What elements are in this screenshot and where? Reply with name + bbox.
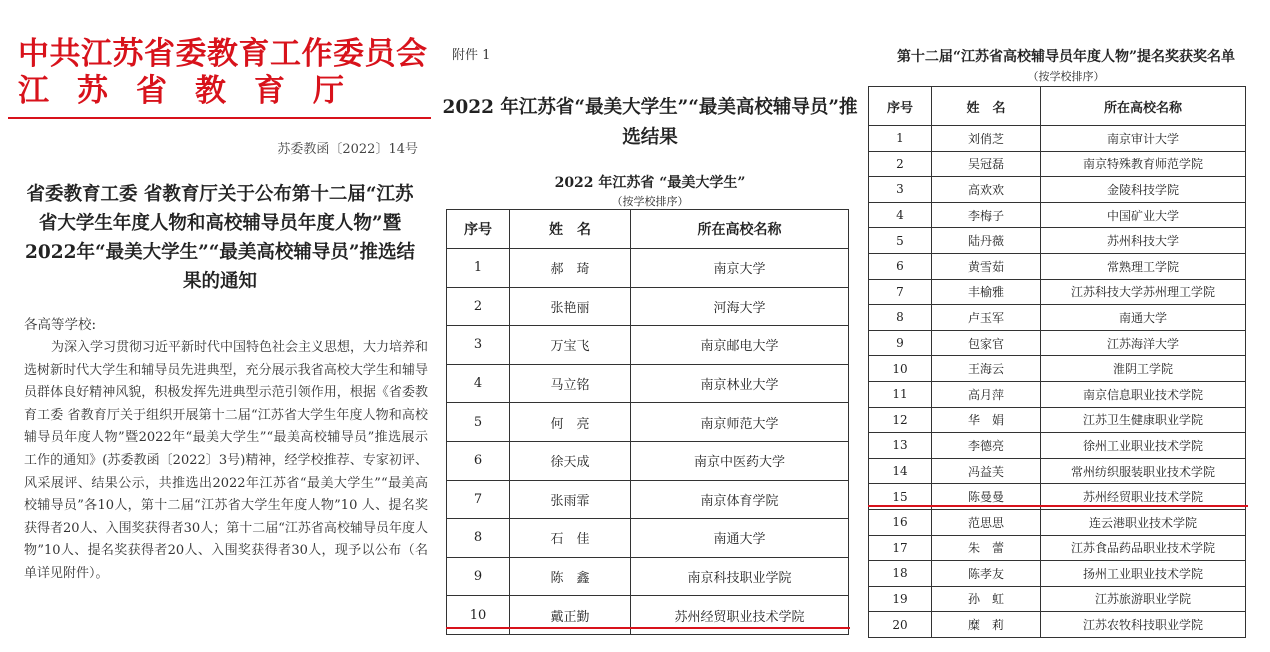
person-name: 陆丹薇 <box>932 228 1041 254</box>
column-header: 所在高校名称 <box>631 210 849 249</box>
table-row <box>869 381 1246 407</box>
table-row <box>869 330 1246 356</box>
column-header: 序号 <box>869 87 932 126</box>
person-name: 王海云 <box>932 356 1041 382</box>
row-number: 10 <box>447 596 510 635</box>
person-name: 石 佳 <box>510 519 631 558</box>
table-title: 2022 年江苏省 “最美大学生” <box>554 175 746 191</box>
attachment-page <box>440 0 860 652</box>
school-name: 中国矿业大学 <box>1041 202 1246 228</box>
row-number: 18 <box>869 561 932 587</box>
table-row <box>869 279 1246 305</box>
school-name: 南京中医药大学 <box>631 441 849 480</box>
table-row <box>447 519 849 558</box>
table-row <box>869 305 1246 331</box>
school-name: 南京林业大学 <box>631 364 849 403</box>
row-number: 7 <box>869 279 932 305</box>
red-header-divider <box>8 117 431 119</box>
row-number: 3 <box>869 177 932 203</box>
person-name: 范思思 <box>932 509 1041 535</box>
school-name: 淮阴工学院 <box>1041 356 1246 382</box>
school-name: 常熟理工学院 <box>1041 253 1246 279</box>
row-number: 16 <box>869 509 932 535</box>
person-name: 糜 莉 <box>932 612 1041 638</box>
person-name: 华 娟 <box>932 407 1041 433</box>
table-row <box>447 480 849 519</box>
document-number: 苏委教函〔2022〕14号 <box>277 142 418 157</box>
person-name: 陈曼曼 <box>932 484 1041 510</box>
school-name: 苏州经贸职业技术学院 <box>1041 484 1246 510</box>
row-number: 9 <box>869 330 932 356</box>
person-name: 黄雪茹 <box>932 253 1041 279</box>
school-name: 江苏旅游职业学院 <box>1041 586 1246 612</box>
school-name: 南京审计大学 <box>1041 126 1246 152</box>
school-name: 南京科技职业学院 <box>631 557 849 596</box>
table-title: 第十二届“江苏省高校辅导员年度人物”提名奖获奖名单 <box>896 49 1236 65</box>
red-underline-mark <box>868 505 1248 507</box>
person-name: 高欢欢 <box>932 177 1041 203</box>
school-name: 苏州科技大学 <box>1041 228 1246 254</box>
school-name: 常州纺织服装职业技术学院 <box>1041 458 1246 484</box>
person-name: 李梅子 <box>932 202 1041 228</box>
row-number: 2 <box>869 151 932 177</box>
person-name: 丰榆雅 <box>932 279 1041 305</box>
row-number: 17 <box>869 535 932 561</box>
table-row <box>447 364 849 403</box>
person-name: 张雨霏 <box>510 480 631 519</box>
person-name: 李德亮 <box>932 433 1041 459</box>
table-row <box>447 249 849 288</box>
person-name: 陈孝友 <box>932 561 1041 587</box>
person-name: 何 亮 <box>510 403 631 442</box>
table-row <box>869 561 1246 587</box>
table-row <box>869 228 1246 254</box>
person-name: 陈 鑫 <box>510 557 631 596</box>
red-underline-mark <box>446 627 850 629</box>
table-row <box>869 356 1246 382</box>
row-number: 12 <box>869 407 932 433</box>
school-name: 江苏科技大学苏州理工学院 <box>1041 279 1246 305</box>
table-row <box>869 126 1246 152</box>
issuer-title-line2: 江苏省教育厅 <box>18 73 372 109</box>
table-note: （按学校排序） <box>611 195 689 208</box>
row-number: 5 <box>869 228 932 254</box>
counselor-nominees-table <box>868 86 1246 638</box>
school-name: 江苏农牧科技职业学院 <box>1041 612 1246 638</box>
best-students-table <box>446 209 849 635</box>
attachment-label: 附件 1 <box>452 48 491 63</box>
row-number: 11 <box>869 381 932 407</box>
school-name: 江苏食品药品职业技术学院 <box>1041 535 1246 561</box>
table-row <box>869 202 1246 228</box>
table-row <box>869 433 1246 459</box>
table-header-row <box>869 87 1246 126</box>
row-number: 15 <box>869 484 932 510</box>
row-number: 4 <box>869 202 932 228</box>
notice-document-page <box>0 0 440 652</box>
school-name: 南通大学 <box>631 519 849 558</box>
row-number: 3 <box>447 326 510 365</box>
table-row <box>869 407 1246 433</box>
table-header-row <box>447 210 849 249</box>
school-name: 江苏海洋大学 <box>1041 330 1246 356</box>
person-name: 马立铭 <box>510 364 631 403</box>
column-header: 序号 <box>447 210 510 249</box>
column-header: 姓 名 <box>932 87 1041 126</box>
row-number: 6 <box>447 441 510 480</box>
row-number: 1 <box>447 249 510 288</box>
table-row <box>447 557 849 596</box>
person-name: 冯益芙 <box>932 458 1041 484</box>
person-name: 包家官 <box>932 330 1041 356</box>
person-name: 刘俏芝 <box>932 126 1041 152</box>
table-row <box>869 509 1246 535</box>
school-name: 南京邮电大学 <box>631 326 849 365</box>
person-name: 万宝飞 <box>510 326 631 365</box>
row-number: 8 <box>447 519 510 558</box>
table-row <box>447 441 849 480</box>
salutation: 各高等学校: <box>24 317 97 333</box>
school-name: 南京师范大学 <box>631 403 849 442</box>
table-row <box>447 403 849 442</box>
person-name: 戴正勤 <box>510 596 631 635</box>
school-name: 扬州工业职业技术学院 <box>1041 561 1246 587</box>
person-name: 朱 蕾 <box>932 535 1041 561</box>
notice-body: 为深入学习贯彻习近平新时代中国特色社会主义思想，大力培养和选树新时代大学生和辅导员先进典型，充分展示我省高校大学生和辅导员群体良好精神风貌，积极发挥先进典型示范引领作用，根据《省委教育工委 省教育厅关于组织开展第十二届“江苏省大学生年度人物和高校辅导员年度人物”暨2022年“最美大学生”“最美高校辅导员”推选展示工作的通知》(苏委教函〔2022〕3号)精神，经学校推荐、专家初评、风采展评、结果公示，共推选出2022年江苏省“最美大学生”“最美高校辅导员”各10人，第十二届“江苏省大学生年度人物”10 人、提名奖获得者20人、入围奖获得者30人；第十二届“江苏省高校辅导员年度人物”10人、提名奖获得者20人、入围奖获得者30人，现予以公布（名单详见附件）。 <box>24 340 429 581</box>
table-note: （按学校排序） <box>1027 70 1105 83</box>
issuer-title-line1: 中共江苏省委教育工作委员会 <box>18 36 428 72</box>
row-number: 14 <box>869 458 932 484</box>
school-name: 南京体育学院 <box>631 480 849 519</box>
row-number: 9 <box>447 557 510 596</box>
nominee-list-page <box>862 0 1270 652</box>
person-name: 张艳丽 <box>510 287 631 326</box>
school-name: 连云港职业技术学院 <box>1041 509 1246 535</box>
person-name: 高月萍 <box>932 381 1041 407</box>
notice-title: 省委教育工委 省教育厅关于公布第十二届“江苏省大学生年度人物和高校辅导员年度人物”暨2022年“最美大学生”“最美高校辅导员”推选结果的通知 <box>24 184 416 292</box>
column-header: 所在高校名称 <box>1041 87 1246 126</box>
person-name: 卢玉军 <box>932 305 1041 331</box>
school-name: 南京特殊教育师范学院 <box>1041 151 1246 177</box>
row-number: 20 <box>869 612 932 638</box>
row-number: 5 <box>447 403 510 442</box>
person-name: 徐天成 <box>510 441 631 480</box>
school-name: 南京大学 <box>631 249 849 288</box>
table-row <box>869 458 1246 484</box>
results-title: 2022 年江苏省“最美大学生”“最美高校辅导员”推选结果 <box>442 97 858 148</box>
person-name: 吴冠磊 <box>932 151 1041 177</box>
table-row <box>869 151 1246 177</box>
table-row <box>869 586 1246 612</box>
row-number: 2 <box>447 287 510 326</box>
row-number: 7 <box>447 480 510 519</box>
table-row <box>447 287 849 326</box>
school-name: 徐州工业职业技术学院 <box>1041 433 1246 459</box>
school-name: 河海大学 <box>631 287 849 326</box>
table-row <box>869 177 1246 203</box>
table-row <box>869 612 1246 638</box>
row-number: 19 <box>869 586 932 612</box>
column-header: 姓 名 <box>510 210 631 249</box>
person-name: 郝 琦 <box>510 249 631 288</box>
row-number: 6 <box>869 253 932 279</box>
table-row <box>447 326 849 365</box>
school-name: 南通大学 <box>1041 305 1246 331</box>
person-name: 孙 虹 <box>932 586 1041 612</box>
row-number: 4 <box>447 364 510 403</box>
table-row <box>869 535 1246 561</box>
table-row <box>869 253 1246 279</box>
school-name: 南京信息职业技术学院 <box>1041 381 1246 407</box>
row-number: 1 <box>869 126 932 152</box>
row-number: 8 <box>869 305 932 331</box>
school-name: 苏州经贸职业技术学院 <box>631 596 849 635</box>
row-number: 10 <box>869 356 932 382</box>
school-name: 江苏卫生健康职业学院 <box>1041 407 1246 433</box>
row-number: 13 <box>869 433 932 459</box>
school-name: 金陵科技学院 <box>1041 177 1246 203</box>
